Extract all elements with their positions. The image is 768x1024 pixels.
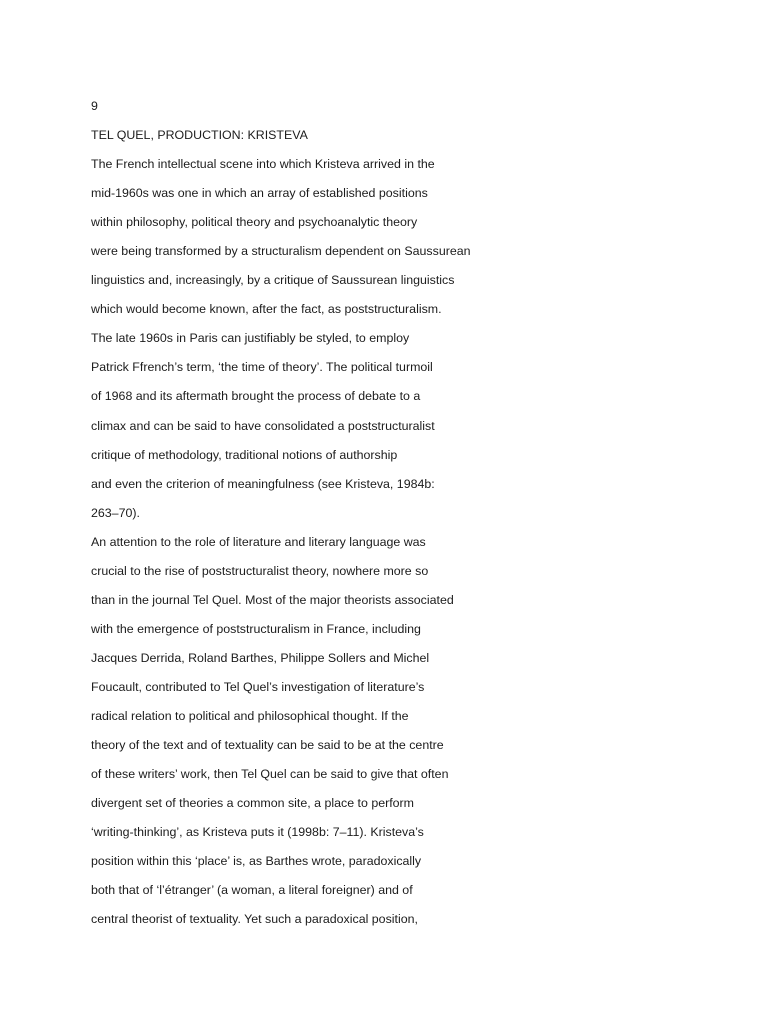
text-line: 263–70). <box>91 505 140 520</box>
text-line: both that of ‘l’étranger’ (a woman, a literal foreigner) and of <box>91 883 413 898</box>
text-line: linguistics and, increasingly, by a critique of Saussurean linguistics <box>91 273 455 288</box>
text-line: position within this ‘place’ is, as Barthes wrote, paradoxically <box>91 854 422 869</box>
text-line: within philosophy, political theory and psychoanalytic theory <box>91 215 418 230</box>
text-line: divergent set of theories a common site, a place to perform <box>91 796 415 811</box>
text-line: of 1968 and its aftermath brought the process of debate to a <box>91 389 421 404</box>
text-line: Patrick Ffrench’s term, ‘the time of theory’. The political turmoil <box>91 360 433 375</box>
text-line: theory of the text and of textuality can be said to be at the centre <box>91 738 444 753</box>
text-line: radical relation to political and philosophical thought. If the <box>91 708 409 723</box>
text-line: The late 1960s in Paris can justifiably be styled, to employ <box>91 331 410 346</box>
text-line: critique of methodology, traditional notions of authorship <box>91 447 398 462</box>
chapter-number: 9 <box>91 99 98 113</box>
document-body <box>91 92 691 934</box>
chapter-title: TEL QUEL, PRODUCTION: KRISTEVA <box>91 128 308 143</box>
text-line: climax and can be said to have consolidated a poststructuralist <box>91 418 435 433</box>
text-line: than in the journal Tel Quel. Most of the major theorists associated <box>91 592 454 607</box>
text-line: mid-1960s was one in which an array of established positions <box>91 186 428 201</box>
text-line: of these writers’ work, then Tel Quel can be said to give that often <box>91 767 449 782</box>
text-line: were being transformed by a structuralism dependent on Saussurean <box>91 244 471 259</box>
text-line: Jacques Derrida, Roland Barthes, Philippe Sollers and Michel <box>91 650 430 665</box>
text-line: An attention to the role of literature and literary language was <box>91 534 426 549</box>
text-line: The French intellectual scene into which Kristeva arrived in the <box>91 157 435 172</box>
text-line: and even the criterion of meaningfulness (see Kristeva, 1984b: <box>91 476 435 491</box>
text-line: which would become known, after the fact, as poststructuralism. <box>91 302 442 317</box>
text-line: ‘writing-thinking’, as Kristeva puts it (1998b: 7–11). Kristeva’s <box>91 825 424 840</box>
text-line: central theorist of textuality. Yet such a paradoxical position, <box>91 912 418 927</box>
text-line: Foucault, contributed to Tel Quel’s investigation of literature’s <box>91 679 425 694</box>
text-line: with the emergence of poststructuralism in France, including <box>91 621 421 636</box>
text-line: crucial to the rise of poststructuralist theory, nowhere more so <box>91 563 429 578</box>
